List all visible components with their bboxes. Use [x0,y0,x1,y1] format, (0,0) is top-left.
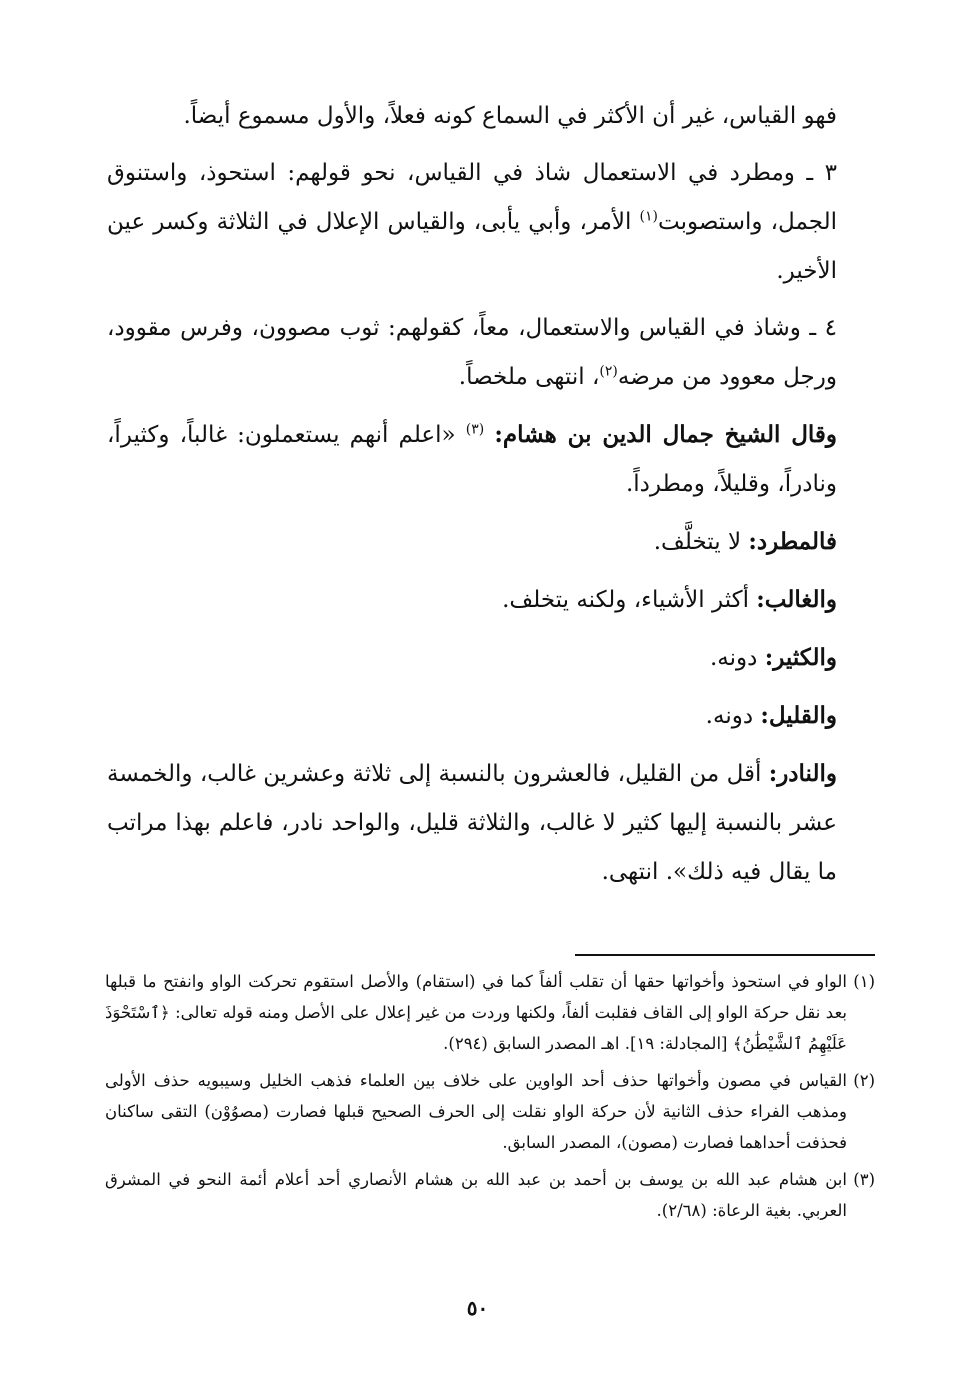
term-nadir [107,749,837,897]
paragraph-1 [107,92,837,141]
term-qalil [107,691,837,741]
footnote-1-text: الواو في استحوذ وأخواتها حقها أن تقلب ألفاً كما في (استقام) والأصل استقوم تحركت الواو وانفتح ما قبلها بعد نقل حركة الواو إلى القاف فقلبت ألفاً، ولكنها وردت من غير إعلال على الأصل ومنه قوله تعالى: ﴿ٱسْتَحْوَذَ عَلَيْهِمُ ٱلشَّيْطَٰنُ﴾ [المجادلة: ١٩]. اهـ المصدر السابق (٢٩٤). [105,972,847,1053]
footnote-2-number: (٢) [853,1071,875,1090]
term-mutarid-label: فالمطرد: [748,528,837,555]
footnote-1-number: (١) [853,972,875,991]
term-nadir-label: والنادر: [768,760,837,787]
paragraph-3-text-a: ٤ ـ وشاذ في القياس والاستعمال، معاً، كقولهم: ثوب مصوون، وفرس مقوود، ورجل معوود من مرضه [107,315,837,390]
footnote-3 [105,1164,875,1226]
term-qalil-definition: دونه. [705,703,761,729]
page-number: ٥٠ [466,1296,489,1320]
paragraph-4 [107,410,837,509]
footnote-ref-1: (١) [639,208,658,225]
term-mutarid [107,517,837,567]
term-ghalib-definition: أكثر الأشياء، ولكنه يتخلف. [502,587,757,613]
paragraph-2 [107,149,837,296]
paragraph-4-text: «اعلم أنهم يستعملون: غالباً، وكثيراً، ونادراً، وقليلاً، ومطرداً. [107,422,837,497]
footnote-2-text: القياس في مصون وأخواتها حذف أحد الواوين على خلاف بين العلماء فذهب الخليل وسيبويه حذف الأولى ومذهب الفراء حذف الثانية لأن حركة الواو نقلت إلى الحرف الصحيح قبلها فصارت (مصوُوْن) التقى ساكنان فحذفت أحداهما فصارت (مصون)، المصدر السابق. [105,1071,847,1152]
paragraph-3 [107,304,837,402]
footnote-3-text: ابن هشام عبد الله بن يوسف بن أحمد بن عبد الله بن هشام الأنصاري أحد أعلام أئمة النحو في المشرق العربي. بغية الرعاة: (٢/٦٨). [105,1170,847,1220]
paragraph-3-text-b: ، انتهى ملخصاً. [458,364,600,390]
footnote-ref-2: (٢) [599,363,618,380]
main-text [107,92,837,905]
term-kathir [107,633,837,683]
footnote-ref-3: (٣) [465,421,485,438]
ibn-hisham-heading: وقال الشيخ جمال الدين بن هشام: [494,421,838,448]
footnote-3-number: (٣) [853,1170,875,1189]
term-kathir-label: والكثير: [764,644,837,671]
footnote-1 [105,966,875,1059]
paragraph-2-text-b: الأمر، وأبي يأبى، والقياس الإعلال في الثلاثة وكسر عين الأخير. [107,209,837,284]
term-qalil-label: والقليل: [760,702,837,729]
paragraph-1-text: فهو القياس، غير أن الأكثر في السماع كونه فعلاً، والأول مسموع أيضاً. [183,103,837,129]
term-mutarid-definition: لا يتخلَّف. [653,529,749,555]
footnote-2 [105,1065,875,1158]
term-ghalib-label: والغالب: [756,586,837,613]
term-nadir-definition: أقل من القليل، فالعشرون بالنسبة إلى ثلاثة وعشرين غالب، والخمسة عشر بالنسبة إليها كثير لا غالب، والثلاثة قليل، والواحد نادر، فاعلم بهذا مراتب ما يقال فيه ذلك». انتهى. [107,761,837,885]
term-ghalib [107,575,837,625]
paragraph-2-text-a: ٣ ـ ومطرد في الاستعمال شاذ في القياس، نحو قولهم: استحوذ، واستنوق الجمل، واستصوبت [107,160,837,235]
footnotes [105,966,875,1232]
term-kathir-definition: دونه. [710,645,765,671]
